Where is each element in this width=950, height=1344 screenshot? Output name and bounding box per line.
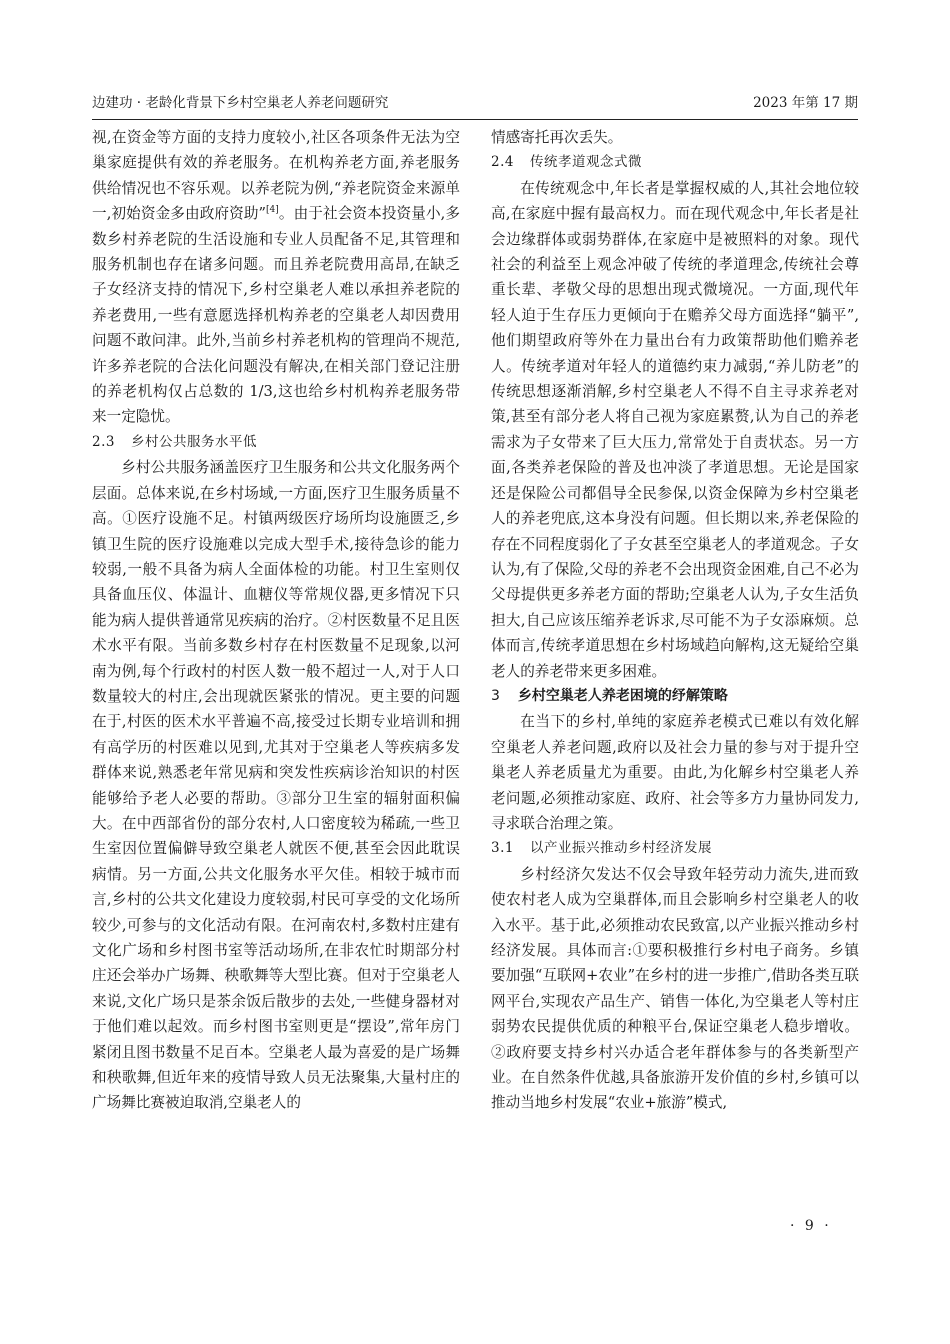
header-author-title: 边建功 · 老龄化背景下乡村空巢老人养老问题研究 (92, 95, 389, 111)
right-column (491, 125, 859, 1116)
paragraph: 在传统观念中,年长者是掌握权威的人,其社会地位较高,在家庭中握有最高权力。而在现代观念中,年长者是社会边缘群体或弱势群体,在家庭中是被照料的对象。现代社会的利益至上观念冲破了传统的孝道理念,传统社会尊重长辈、孝敬父母的思想出现式微境况。一方面,现代年轻人迫于生存压力更倾向于在赡养父母方面选择“躺平”,他们期望政府等外在力量出台有力政策帮助他们赡养老人。传统孝道对年轻人的道德约束力减弱,“养儿防老”的传统思想逐渐消解,乡村空巢老人不得不自主寻求养老对策,甚至有部分老人将自己视为家庭累赘,认为自己的养老需求为子女带来了巨大压力,常常处于自责状态。另一方面,各类养老保险的普及也冲淡了孝道思想。无论是国家还是保险公司都倡导全民参保,以资金保障为乡村空巢老人的养老兜底,这本身没有问题。但长期以来,养老保险的存在不同程度弱化了子女甚至空巢老人的孝道观念。子女认为,有了保险,父母的养老不会出现资金困难,自己不必为父母提供更多养老方面的帮助;空巢老人认为,子女生活负担大,自己应该压缩养老诉求,尽可能不为子女添麻烦。总体而言,传统孝道思想在乡村场域趋向解构,这无疑给空巢老人的养老带来更多困难。 (491, 179, 859, 680)
paragraph: 乡村经济欠发达不仅会导致年轻劳动力流失,进而致使农村老人成为空巢群体,而且会影响乡村空巢老人的收入水平。基于此,必须推动农民致富,以产业振兴推动乡村经济发展。具体而言:①要积极推行乡村电子商务。乡镇要加强“互联网+农业”在乡村的进一步推广,借助各类互联网平台,实现农产品生产、销售一体化,为空巢老人等村庄弱势农民提供优质的种粮平台,保证空巢老人稳步增收。②政府要支持乡村兴办适合老年群体参与的各类新型产业。在自然条件优越,具备旅游开发价值的乡村,乡镇可以推动当地乡村发展“农业+旅游”模式, (491, 865, 859, 1112)
section-title: 传统孝道观念式微 (529, 154, 642, 171)
header-rule (92, 119, 858, 120)
section-number: 3 (491, 687, 500, 704)
section-heading-3-1 (491, 836, 859, 861)
paragraph (92, 125, 460, 430)
paragraph-text: 。由于社会资本投资量小,多数乡村养老院的生活设施和专业人员配备不足,其管理和服务机制也存在诸多问题。而且养老院费用高昂,在缺乏子女经济支持的情况下,乡村空巢老人难以承担养老院的养老费用,一些有意愿选择机构养老的空巢老人却因费用问题不敢问津。此外,当前乡村养老机构的管理尚不规范,许多养老院的合法化问题没有解决,在相关部门登记注册的养老机构仅占总数的 1/3,这也给乡村机构养老服务带来一定隐忧。 (92, 205, 460, 426)
section-heading-2-4 (491, 150, 859, 175)
section-title: 以产业振兴推动乡村经济发展 (529, 840, 712, 857)
paragraph: 乡村公共服务涵盖医疗卫生服务和公共文化服务两个层面。总体来说,在乡村场域,一方面,医疗卫生服务质量不高。①医疗设施不足。村镇两级医疗场所均设施匮乏,乡镇卫生院的医疗设施难以完成大型手术,接待急诊的能力较弱,一般不具备为病人全面体检的功能。村卫生室则仅具备血压仪、体温计、血糖仪等常规仪器,更多情况下只能为病人提供普通常见疾病的治疗。②村医数量不足且医术水平有限。当前多数乡村存在村医数量不足现象,以河南为例,每个行政村的村医人数一般不超过一人,对于人口数量较大的村庄,会出现就医紧张的情况。更主要的问题在于,村医的医术水平普遍不高,接受过长期专业培训和拥有高学历的村医难以见到,尤其对于空巢老人等疾病多发群体来说,熟悉老年常见病和突发性疾病诊治知识的村医能够给予老人必要的帮助。③部分卫生室的辐射面积偏大。在中西部省份的部分农村,人口密度较为稀疏,一些卫生室因位置偏僻导致空巢老人就医不便,甚至会因此耽误病情。另一方面,公共文化服务水平欠佳。相较于城市而言,乡村的公共文化建设力度较弱,村民可享受的文化场所较少,可参与的文化活动有限。在河南农村,多数村庄建有文化广场和乡村图书室等活动场所,在非农忙时期部分村庄还会举办广场舞、秧歌舞等大型比赛。但对于空巢老人来说,文化广场只是茶余饭后散步的去处,一些健身器材对于他们难以起效。而乡村图书室则更是“摆设”,常年房门紧闭且图书数量不足百本。空巢老人最为喜爱的是广场舞和秧歌舞,但近年来的疫情导致人员无法聚集,大量村庄的广场舞比赛被迫取消,空巢老人的 (92, 459, 460, 1112)
running-header (92, 93, 858, 117)
section-number: 2.4 (491, 154, 514, 171)
section-number: 2.3 (92, 433, 115, 450)
section-heading-3 (491, 684, 859, 709)
paragraph: 情感寄托再次丢失。 (491, 129, 623, 146)
section-title: 乡村空巢老人养老困境的纾解策略 (517, 687, 728, 704)
section-heading-2-3 (92, 430, 460, 455)
paragraph-text: 视,在资金等方面的支持力度较小,社区各项条件无法为空巢家庭提供有效的养老服务。在机构养老方面,养老服务供给情况也不容乐观。以养老院为例,“养老院资金来源单一,初始资金多由政府资助” (92, 129, 460, 223)
citation[interactable]: [4] (266, 205, 279, 216)
paragraph: 在当下的乡村,单纯的家庭养老模式已难以有效化解空巢老人养老问题,政府以及社会力量的参与对于提升空巢老人养老质量尤为重要。由此,为化解乡村空巢老人养老问题,必须推动家庭、政府、社会等多方力量协同发力,寻求联合治理之策。 (491, 713, 859, 832)
section-number: 3.1 (491, 840, 514, 857)
section-title: 乡村公共服务水平低 (130, 433, 257, 450)
page-number: · 9 · (790, 1218, 832, 1234)
left-column (92, 125, 460, 1116)
header-issue: 2023 年第 17 期 (753, 95, 858, 111)
